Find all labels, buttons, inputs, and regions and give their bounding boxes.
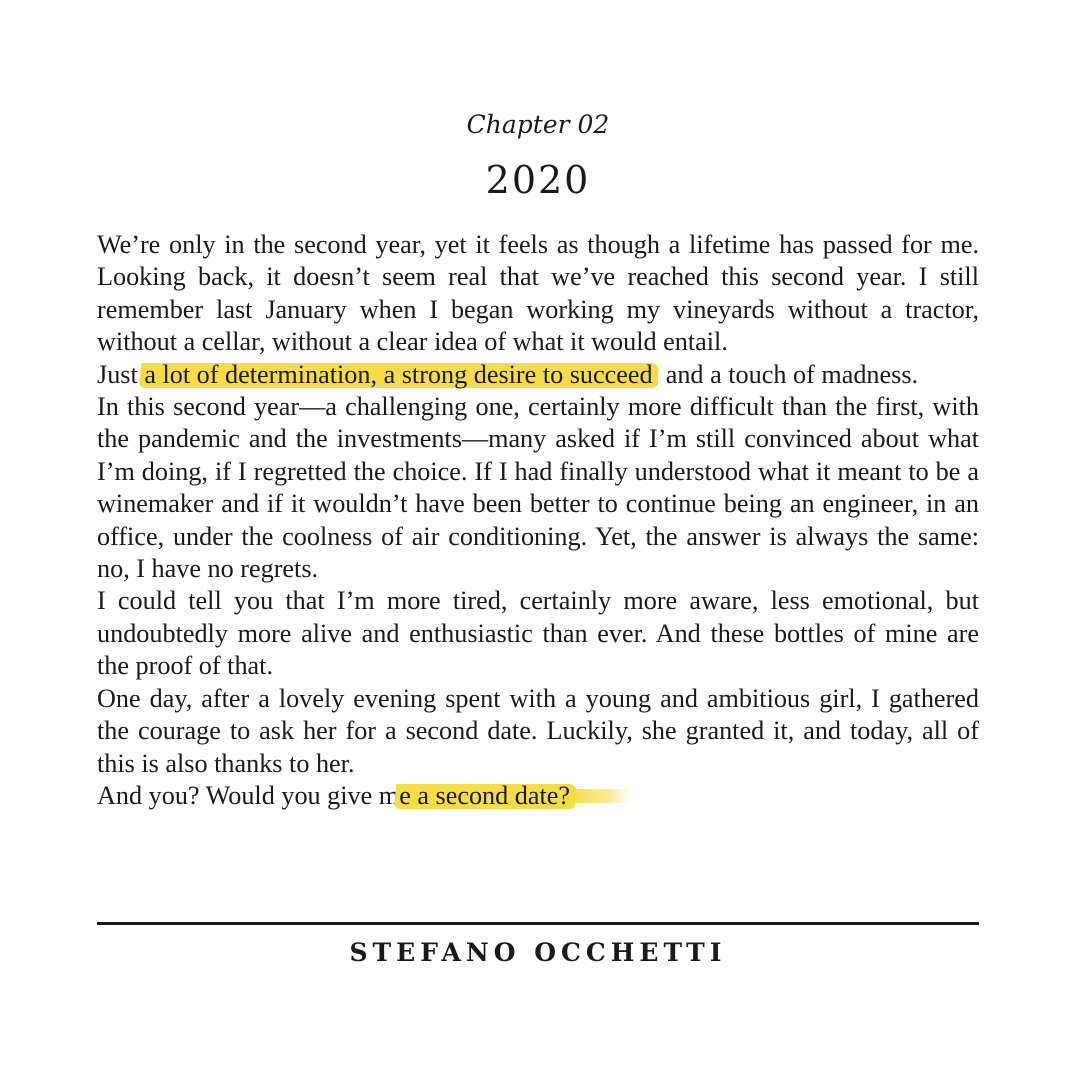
paragraph-4: I could tell you that I’m more tired, certainly more aware, less emotional, but undoubtedly more alive and enthusiastic than ever. And these bottles of mine are the proof of that.	[97, 586, 979, 681]
paragraph-2	[97, 359, 979, 391]
paragraph-5: One day, after a lovely evening spent with a young and ambitious girl, I gathered the courage to ask her for a second date. Luckily, she granted it, and today, all of this is also thanks to her.	[97, 683, 979, 778]
highlight-determination: a lot of determination, a strong desire to succeed	[144, 359, 653, 389]
paragraph-6-start: And you? Would you give m	[97, 780, 400, 810]
chapter-label: Chapter 02	[466, 110, 610, 139]
author-name: STEFANO OCCHETTI	[349, 938, 727, 967]
paragraph-2-start: Just	[97, 359, 145, 389]
paragraph-3: In this second year—a challenging one, certainly more difficult than the first, with the pandemic and the investments—many asked if I’m still convinced about what I’m doing, if I regretted the choice. If I had finally understood what it meant to be a winemaker and if it wouldn’t have been better to continue being an engineer, in an office, under the coolness of air conditioning. Yet, the answer is always the same: no, I have no regrets.	[97, 392, 979, 584]
highlight-second-date: e a second date?	[399, 780, 571, 810]
paragraph-6	[97, 780, 979, 812]
chapter-year: 2020	[485, 158, 591, 202]
paragraph-1: We’re only in the second year, yet it feels as though a lifetime has passed for me. Looking back, it doesn’t seem real that we’ve reached this second year. I still remember last January when I began working my vineyards without a tractor, without a cellar, without a clear idea of what it would entail.	[97, 230, 979, 357]
paragraph-2-end: , and a touch of madness.	[652, 359, 919, 389]
body-text	[97, 229, 979, 812]
divider	[97, 922, 979, 925]
